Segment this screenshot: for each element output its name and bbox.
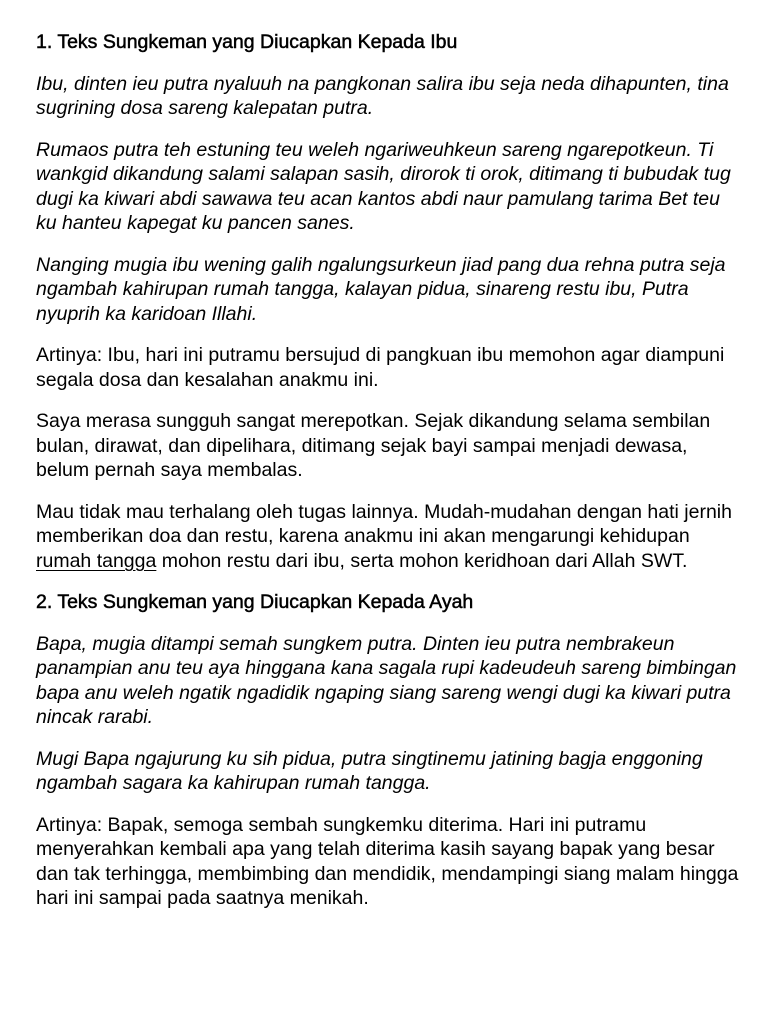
translation-paragraph: Artinya: Bapak, semoga sembah sungkemku diterima. Hari ini putramu menyerahkan kembali apa yang telah diterima kasih sayang bapak yang besar dan tak terhingga, membimbing dan mendidik, mendampingi siang malam hingga hari ini sampai pada saatnya menikah. [36,813,739,909]
translation-paragraph [36,500,741,574]
document-page [36,30,741,928]
translation-text: mohon restu dari ibu, serta mohon keridhoan dari Allah SWT. [156,549,688,572]
translation-paragraph: Artinya: Ibu, hari ini putramu bersujud di pangkuan ibu memohon agar diampuni segala dosa dan kesalahan anakmu ini. [36,344,725,391]
sundanese-paragraph: Ibu, dinten ieu putra nyaluuh na pangkonan salira ibu seja neda dihapunten, tina sugrining dosa sareng kalepatan putra. [36,72,729,119]
sundanese-paragraph: Nanging mugia ibu wening galih ngalungsurkeun jiad pang dua rehna putra seja ngambah kahirupan rumah tangga, kalayan pidua, sinareng restu ibu, Putra nyuprih ka karidoan Illahi. [36,253,726,325]
translation-paragraph: Saya merasa sungguh sangat merepotkan. Sejak dikandung selama sembilan bulan, dirawat, dan dipelihara, ditimang sejak bayi sampai menjadi dewasa, belum pernah saya membalas. [36,410,711,481]
section-1-heading: 1. Teks Sungkeman yang Diucapkan Kepada Ibu [36,31,458,53]
sundanese-paragraph: Bapa, mugia ditampi semah sungkem putra. Dinten ieu putra nembrakeun panampian anu teu aya hinggana kana sagala rupi kadeudeuh sareng bimbingan bapa anu weleh ngatik ngadidik ngaping siang sareng wengi dugi ka kiwari putra nincak rarabi. [36,632,737,728]
rumah-tangga-link[interactable]: rumah tangga [36,549,157,572]
translation-text: Mau tidak mau terhalang oleh tugas lainnya. Mudah-mudahan dengan hati jernih memberikan doa dan restu, karena anakmu ini akan mengarungi kehidupan [36,500,732,547]
sundanese-paragraph: Mugi Bapa ngajurung ku sih pidua, putra singtinemu jatining bagja enggoning ngambah sagara ka kahirupan rumah tangga. [36,747,703,794]
sundanese-paragraph: Rumaos putra teh estuning teu weleh ngariweuhkeun sareng ngarepotkeun. Ti wankgid dikandung salami salapan sasih, dirorok ti orok, ditimang ti bubudak tug dugi ka kiwari abdi sawawa teu acan kantos abdi naur pamulang tarima Bet teu ku hanteu kapegat ku pancen sanes. [36,138,731,234]
section-2-heading: 2. Teks Sungkeman yang Diucapkan Kepada Ayah [36,591,474,613]
